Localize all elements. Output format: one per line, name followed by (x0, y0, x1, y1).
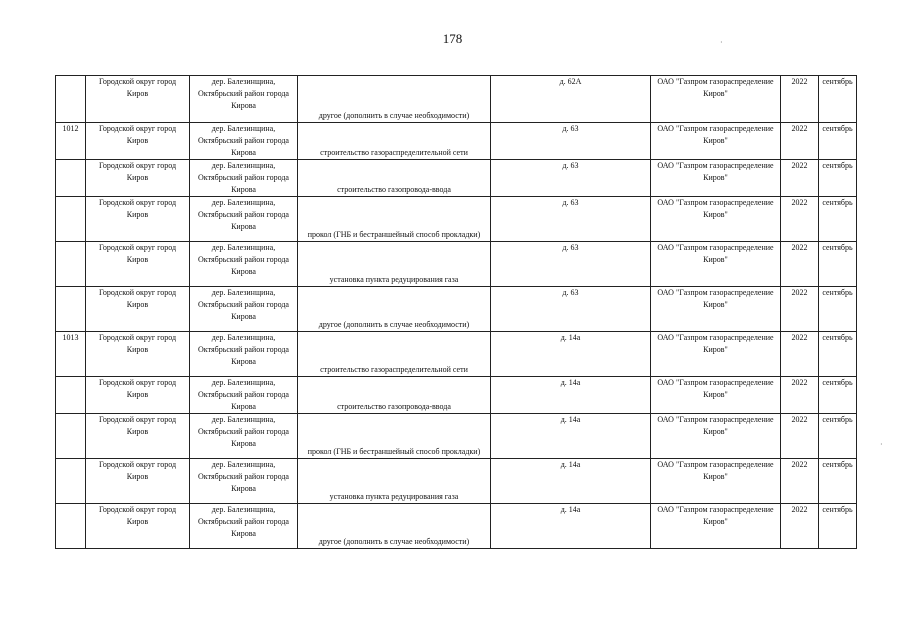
house-number-cell: д. 14а (491, 504, 651, 549)
row-number-cell (56, 76, 86, 123)
scan-dot: · (880, 440, 883, 449)
year-cell: 2022 (781, 414, 819, 459)
month-cell: сентябрь (819, 197, 857, 242)
month-cell: сентябрь (819, 504, 857, 549)
page-number: 178 (442, 31, 463, 46)
row-number-cell (56, 414, 86, 459)
house-number-cell: д. 62А (491, 76, 651, 123)
district-cell: Городской округ город Киров (86, 242, 190, 287)
locality-cell: дер. Балезинщина, Октябрьский район города Кирова (190, 377, 298, 414)
year-cell: 2022 (781, 160, 819, 197)
table-row (56, 459, 857, 504)
locality-cell: дер. Балезинщина, Октябрьский район города Кирова (190, 242, 298, 287)
house-number-cell: д. 63 (491, 197, 651, 242)
table-row (56, 123, 857, 160)
year-cell: 2022 (781, 287, 819, 332)
house-number-cell: д. 14а (491, 414, 651, 459)
locality-cell: дер. Балезинщина, Октябрьский район города Кирова (190, 197, 298, 242)
work-type-cell: прокол (ГНБ и бестраншейный способ прокладки) (298, 197, 491, 242)
month-cell: сентябрь (819, 332, 857, 377)
row-number-cell (56, 459, 86, 504)
month-cell: сентябрь (819, 377, 857, 414)
locality-cell: дер. Балезинщина, Октябрьский район города Кирова (190, 414, 298, 459)
work-type-cell: строительство газопровода-ввода (298, 377, 491, 414)
table-row (56, 504, 857, 549)
district-cell: Городской округ город Киров (86, 76, 190, 123)
row-number-cell (56, 504, 86, 549)
organization-cell: ОАО "Газпром газораспределение Киров" (651, 504, 781, 549)
work-type-cell: строительство газораспределительной сети (298, 123, 491, 160)
table-row (56, 414, 857, 459)
house-number-cell: д. 63 (491, 123, 651, 160)
table-body (56, 76, 857, 549)
year-cell: 2022 (781, 459, 819, 504)
work-plan-table (55, 75, 857, 549)
table-row (56, 332, 857, 377)
year-cell: 2022 (781, 197, 819, 242)
row-number-cell (56, 377, 86, 414)
organization-cell: ОАО "Газпром газораспределение Киров" (651, 160, 781, 197)
district-cell: Городской округ город Киров (86, 197, 190, 242)
organization-cell: ОАО "Газпром газораспределение Киров" (651, 332, 781, 377)
organization-cell: ОАО "Газпром газораспределение Киров" (651, 242, 781, 287)
row-number-cell: 1012 (56, 123, 86, 160)
work-type-cell: установка пункта редуцирования газа (298, 242, 491, 287)
month-cell: сентябрь (819, 459, 857, 504)
organization-cell: ОАО "Газпром газораспределение Киров" (651, 287, 781, 332)
organization-cell: ОАО "Газпром газораспределение Киров" (651, 414, 781, 459)
table-row (56, 377, 857, 414)
district-cell: Городской округ город Киров (86, 504, 190, 549)
month-cell: сентябрь (819, 287, 857, 332)
work-type-cell: другое (дополнить в случае необходимости) (298, 76, 491, 123)
district-cell: Городской округ город Киров (86, 287, 190, 332)
table-row (56, 287, 857, 332)
month-cell: сентябрь (819, 76, 857, 123)
house-number-cell: д. 14а (491, 332, 651, 377)
organization-cell: ОАО "Газпром газораспределение Киров" (651, 123, 781, 160)
table-row (56, 160, 857, 197)
year-cell: 2022 (781, 377, 819, 414)
month-cell: сентябрь (819, 160, 857, 197)
month-cell: сентябрь (819, 123, 857, 160)
house-number-cell: д. 14а (491, 377, 651, 414)
row-number-cell (56, 197, 86, 242)
month-cell: сентябрь (819, 414, 857, 459)
row-number-cell (56, 160, 86, 197)
locality-cell: дер. Балезинщина, Октябрьский район города Кирова (190, 123, 298, 160)
locality-cell: дер. Балезинщина, Октябрьский район города Кирова (190, 504, 298, 549)
table-row (56, 76, 857, 123)
house-number-cell: д. 14а (491, 459, 651, 504)
row-number-cell: 1013 (56, 332, 86, 377)
house-number-cell: д. 63 (491, 287, 651, 332)
work-type-cell: другое (дополнить в случае необходимости) (298, 504, 491, 549)
table-row (56, 197, 857, 242)
work-type-cell: строительство газопровода-ввода (298, 160, 491, 197)
table-row (56, 242, 857, 287)
year-cell: 2022 (781, 332, 819, 377)
district-cell: Городской округ город Киров (86, 160, 190, 197)
locality-cell: дер. Балезинщина, Октябрьский район города Кирова (190, 160, 298, 197)
organization-cell: ОАО "Газпром газораспределение Киров" (651, 197, 781, 242)
locality-cell: дер. Балезинщина, Октябрьский район города Кирова (190, 76, 298, 123)
row-number-cell (56, 242, 86, 287)
year-cell: 2022 (781, 504, 819, 549)
locality-cell: дер. Балезинщина, Октябрьский район города Кирова (190, 332, 298, 377)
district-cell: Городской округ город Киров (86, 459, 190, 504)
organization-cell: ОАО "Газпром газораспределение Киров" (651, 76, 781, 123)
district-cell: Городской округ город Киров (86, 123, 190, 160)
locality-cell: дер. Балезинщина, Октябрьский район города Кирова (190, 287, 298, 332)
organization-cell: ОАО "Газпром газораспределение Киров" (651, 459, 781, 504)
scan-dot: · (720, 38, 723, 47)
work-type-cell: другое (дополнить в случае необходимости) (298, 287, 491, 332)
district-cell: Городской округ город Киров (86, 332, 190, 377)
house-number-cell: д. 63 (491, 160, 651, 197)
year-cell: 2022 (781, 242, 819, 287)
district-cell: Городской округ город Киров (86, 414, 190, 459)
year-cell: 2022 (781, 76, 819, 123)
month-cell: сентябрь (819, 242, 857, 287)
year-cell: 2022 (781, 123, 819, 160)
work-type-cell: установка пункта редуцирования газа (298, 459, 491, 504)
row-number-cell (56, 287, 86, 332)
work-type-cell: строительство газораспределительной сети (298, 332, 491, 377)
house-number-cell: д. 63 (491, 242, 651, 287)
locality-cell: дер. Балезинщина, Октябрьский район города Кирова (190, 459, 298, 504)
district-cell: Городской округ город Киров (86, 377, 190, 414)
organization-cell: ОАО "Газпром газораспределение Киров" (651, 377, 781, 414)
work-type-cell: прокол (ГНБ и бестраншейный способ прокладки) (298, 414, 491, 459)
